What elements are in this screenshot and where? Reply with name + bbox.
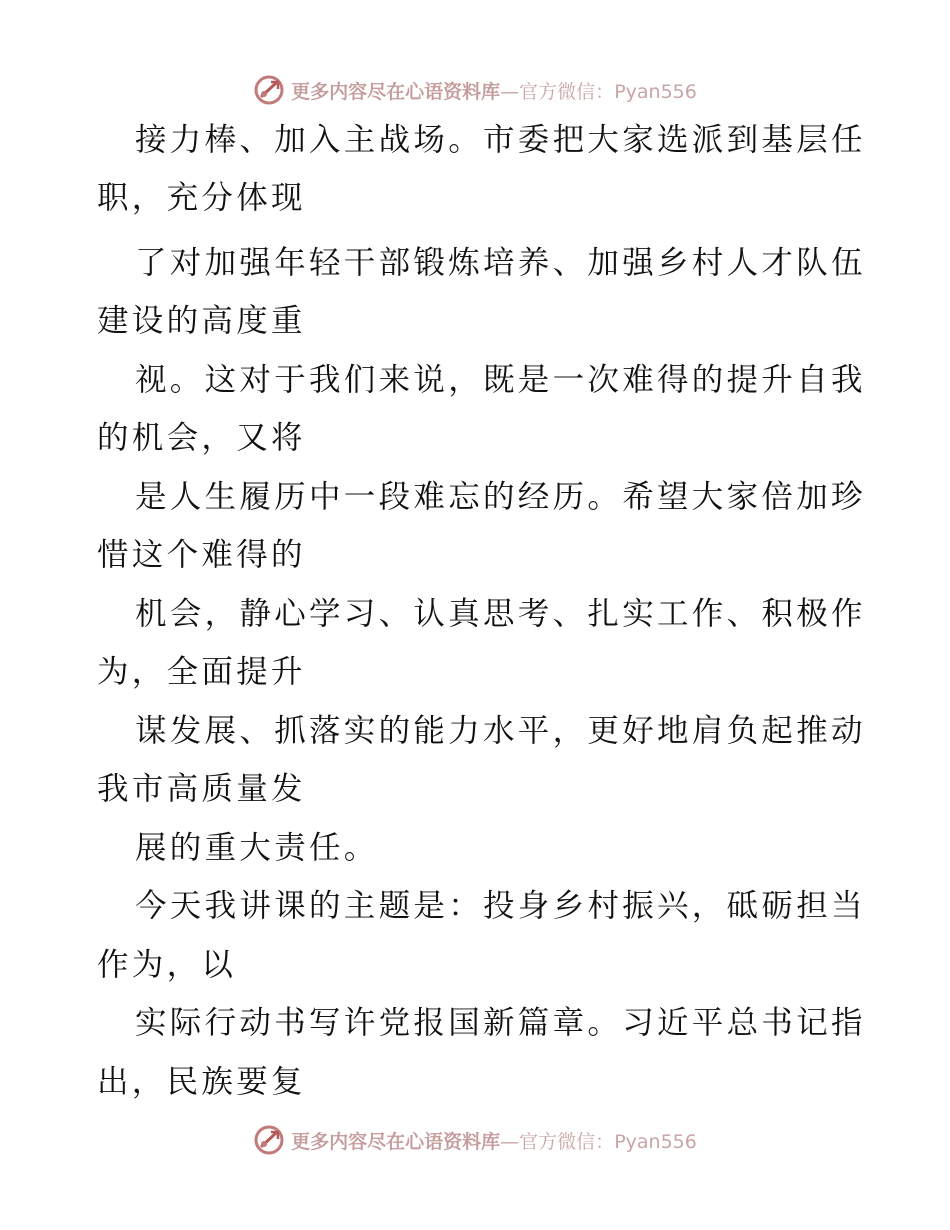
footer-banner-text (291, 1127, 697, 1154)
body-line: 的机会，又将 (97, 420, 306, 456)
body-line: 建设的高度重 (97, 303, 306, 339)
body-line: 出，民族要复 (97, 1064, 306, 1100)
header-colon: ： (595, 80, 615, 103)
body-line: 实际行动书写许党报国新篇章。习近平总书记指 (135, 1005, 866, 1041)
body-line: 了对加强年轻干部锻炼培养、加强乡村人才队伍 (135, 245, 866, 281)
body-line: 机会，静心学习、认真思考、扎实工作、积极作 (135, 596, 866, 632)
footer-separator: — (500, 1130, 520, 1153)
header-brand-text: 更多内容尽在心语资料库 (291, 80, 501, 103)
body-line: 接力棒、加入主战场。市委把大家选派到基层任 (135, 122, 866, 158)
header-watermark-banner (0, 70, 950, 110)
brand-logo-icon (253, 1124, 285, 1156)
body-line: 展的重大责任。 (135, 830, 379, 866)
header-separator: — (500, 80, 520, 103)
body-line: 谋发展、抓落实的能力水平，更好地肩负起推动 (135, 713, 866, 749)
body-line: 是人生履历中一段难忘的经历。希望大家倍加珍 (135, 479, 866, 515)
header-wechat-id: Pyan556 (614, 80, 697, 103)
body-line: 今天我讲课的主题是：投身乡村振兴，砥砺担当 (135, 888, 866, 924)
body-line: 为，全面提升 (97, 654, 306, 690)
body-line: 我市高质量发 (97, 771, 306, 807)
footer-wechat-id: Pyan556 (614, 1130, 697, 1153)
body-line: 作为，以 (97, 947, 237, 983)
footer-brand-text: 更多内容尽在心语资料库 (291, 1130, 501, 1153)
header-banner-text (291, 77, 697, 104)
footer-official-label: 官方微信 (519, 1130, 596, 1153)
footer-colon: ： (595, 1130, 615, 1153)
body-line: 职，充分体现 (97, 180, 306, 216)
body-line: 视。这对于我们来说，既是一次难得的提升自我 (135, 362, 866, 398)
brand-logo-icon (253, 74, 285, 106)
footer-watermark-banner (0, 1120, 950, 1160)
body-line: 惜这个难得的 (97, 537, 306, 573)
header-official-label: 官方微信 (519, 80, 596, 103)
